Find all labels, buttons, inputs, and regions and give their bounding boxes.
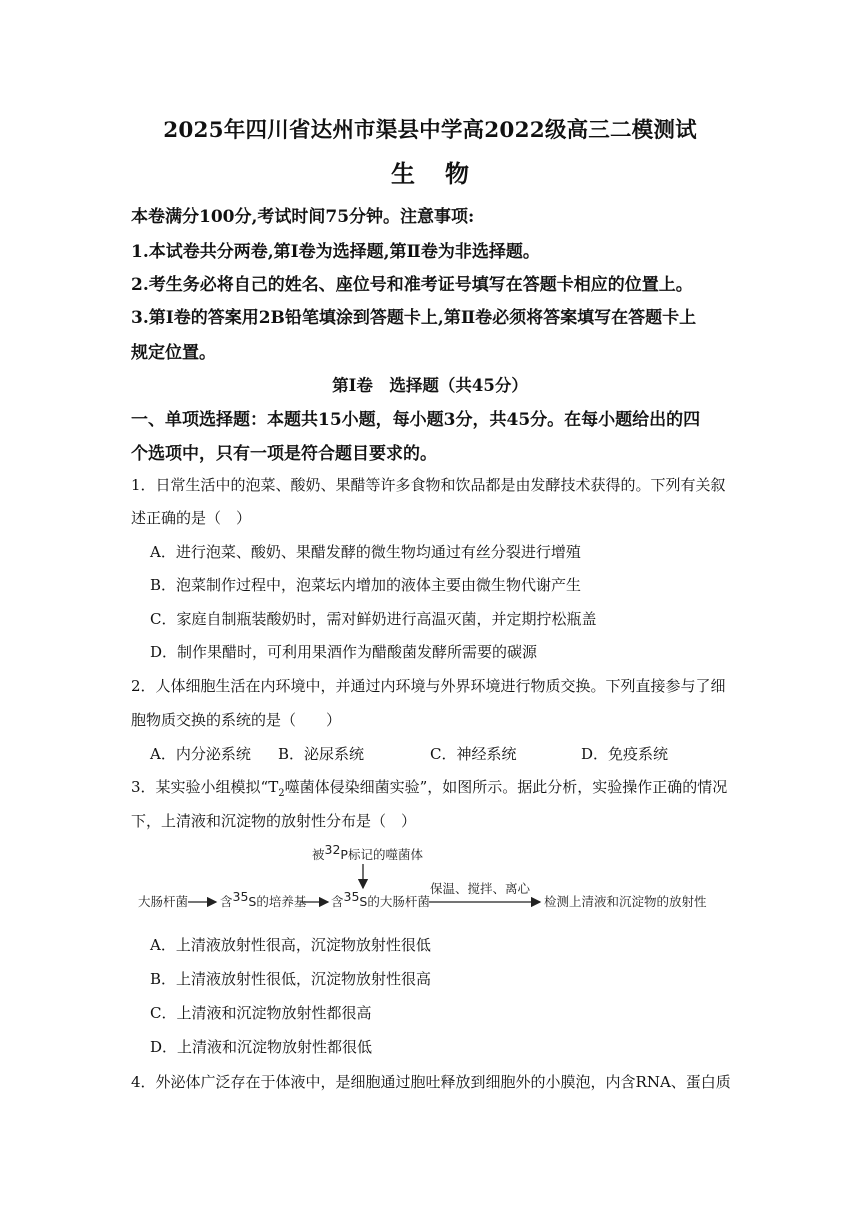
notice-item-3: 3.第Ⅰ卷的答案用2B铅笔填涂到答题卡上,第Ⅱ卷必须将答案填写在答题卡上 (131, 308, 697, 328)
question-2-option-d: D．免疫系统 (581, 745, 669, 763)
question-4-stem: 4．外泌体广泛存在于体液中，是细胞通过胞吐释放到细胞外的小膜泡，内含RNA、蛋白质 (131, 1073, 731, 1091)
question-3-option-d: D．上清液和沉淀物放射性都很低 (150, 1038, 373, 1056)
notice-item-1: 1.本试卷共分两卷,第Ⅰ卷为选择题,第Ⅱ卷为非选择题。 (131, 242, 540, 262)
node-labeled-ecoli: 含35S的大肠杆菌 (331, 889, 430, 909)
exam-title: 2025年四川省达州市渠县中学高2022级高三二模测试 (163, 118, 697, 143)
subscript-2: 2 (278, 788, 285, 799)
node-ecoli: 大肠杆菌 (138, 894, 189, 909)
phage-label: 被32P标记的噬菌体 (312, 842, 423, 862)
question-3-option-a: A．上清液放射性很高，沉淀物放射性很低 (150, 936, 431, 954)
section-heading: 第Ⅰ卷 选择题（共45分） (332, 376, 528, 395)
subject-title (0, 154, 860, 189)
notice-intro: 本卷满分100分,考试时间75分钟。注意事项: (131, 207, 475, 227)
subject-char-1: 生 (391, 159, 415, 188)
notice-item-2: 2.考生务必将自己的姓名、座位号和准考证号填写在答题卡相应的位置上。 (131, 275, 693, 295)
question-2-stem: 2．人体细胞生活在内环境中，并通过内环境与外界环境进行物质交换。下列直接参与了细 (131, 677, 726, 695)
process-label: 保温、搅拌、离心 (430, 881, 531, 896)
node-detect: 检测上清液和沉淀物的放射性 (544, 894, 707, 909)
node-medium: 含35S的培养基 (220, 889, 307, 909)
question-1-stem: 1．日常生活中的泡菜、酸奶、果醋等许多食物和饮品都是由发酵技术获得的。下列有关叙 (131, 476, 726, 494)
question-1-option-c: C．家庭自制瓶装酸奶时，需对鲜奶进行高温灭菌，并定期拧松瓶盖 (150, 610, 597, 628)
section-instruction: 一、单项选择题：本题共15小题，每小题3分，共45分。在每小题给出的四 (131, 410, 701, 430)
question-3-option-c: C．上清液和沉淀物放射性都很高 (150, 1004, 372, 1022)
question-3-stem-cont: 下，上清液和沉淀物的放射性分布是（ ） (131, 812, 417, 830)
experiment-flow-diagram (130, 842, 730, 918)
question-1-option-d: D．制作果醋时，可利用果酒作为醋酸菌发酵所需要的碳源 (150, 643, 538, 661)
question-3-stem: 3．某实验小组模拟“$T_2$噬菌体侵染细菌实验”，如图所示。据此分析，实验操作正确的情况 (131, 778, 728, 799)
question-2-option-a: A．内分泌系统 (150, 745, 251, 763)
subject-char-2: 物 (445, 159, 469, 188)
question-2-option-c: C．神经系统 (430, 745, 517, 763)
question-1-option-b: B．泡菜制作过程中，泡菜坛内增加的液体主要由微生物代谢产生 (150, 576, 582, 594)
notice-item-3-cont: 规定位置。 (131, 343, 216, 363)
question-1-option-a: A．进行泡菜、酸奶、果醋发酵的微生物均通过有丝分裂进行增殖 (150, 543, 581, 561)
section-instruction-cont: 个选项中，只有一项是符合题目要求的。 (131, 444, 437, 464)
question-2-stem-cont: 胞物质交换的系统的是（ ） (131, 711, 342, 729)
question-2-option-b: B．泌尿系统 (278, 745, 365, 763)
question-1-stem-cont: 述正确的是（ ） (131, 509, 252, 527)
question-3-option-b: B．上清液放射性很低，沉淀物放射性很高 (150, 970, 432, 988)
